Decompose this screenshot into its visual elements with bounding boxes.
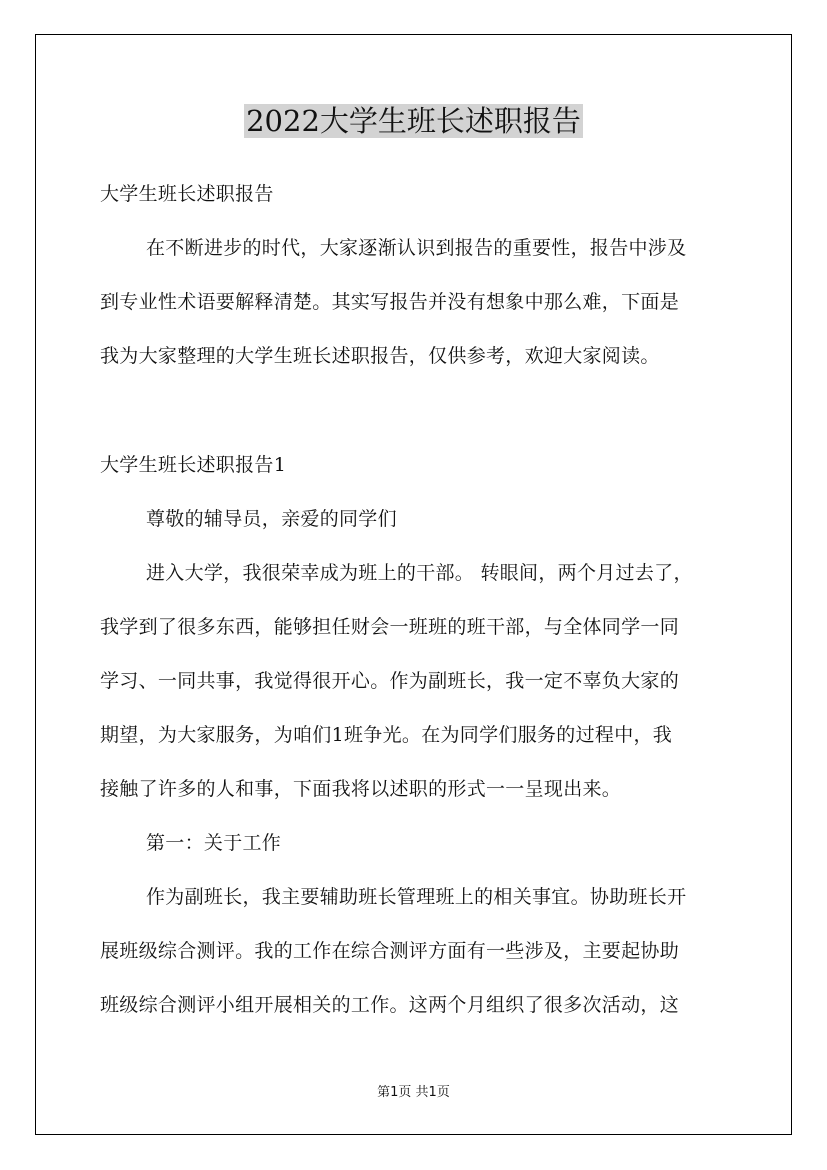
paragraph-line: 我为大家整理的大学生班长述职报告，仅供参考，欢迎大家阅读。: [100, 345, 660, 367]
paragraph-line: 到专业性术语要解释清楚。其实写报告并没有想象中那么难，下面是: [100, 291, 680, 313]
paragraph-line: 期望，为大家服务，为咱们1班争光。在为同学们服务的过程中，我: [100, 724, 673, 746]
section-heading-intro: 大学生班长述职报告: [100, 183, 274, 205]
paragraph-line: 学习、一同共事，我觉得很开心。作为副班长，我一定不辜负大家的: [100, 670, 680, 692]
document-title: [0, 99, 827, 143]
document-title-text: 2022大学生班长述职报告: [246, 104, 581, 138]
section-heading-report-1: 大学生班长述职报告1: [100, 454, 287, 476]
paragraph-line: 班级综合测评小组开展相关的工作。这两个月组织了很多次活动，这: [100, 994, 680, 1016]
salutation-line: 尊敬的辅导员，亲爱的同学们: [146, 508, 397, 530]
paragraph-line: 接触了许多的人和事，下面我将以述职的形式一一呈现出来。: [100, 778, 622, 800]
paragraph-line: 我学到了很多东西，能够担任财会一班班的班干部，与全体同学一同: [100, 616, 680, 638]
page-footer: 第1页 共1页: [377, 1085, 450, 1100]
paragraph-line: 在不断进步的时代，大家逐渐认识到报告的重要性，报告中涉及: [146, 237, 687, 259]
subheading-work: 第一：关于工作: [146, 832, 282, 854]
paragraph-line: 进入大学，我很荣幸成为班上的干部。 转眼间，两个月过去了，: [146, 562, 693, 584]
paragraph-line: 展班级综合测评。我的工作在综合测评方面有一些涉及，主要起协助: [100, 940, 680, 962]
paragraph-line: 作为副班长，我主要辅助班长管理班上的相关事宜。协助班长开: [146, 886, 687, 908]
